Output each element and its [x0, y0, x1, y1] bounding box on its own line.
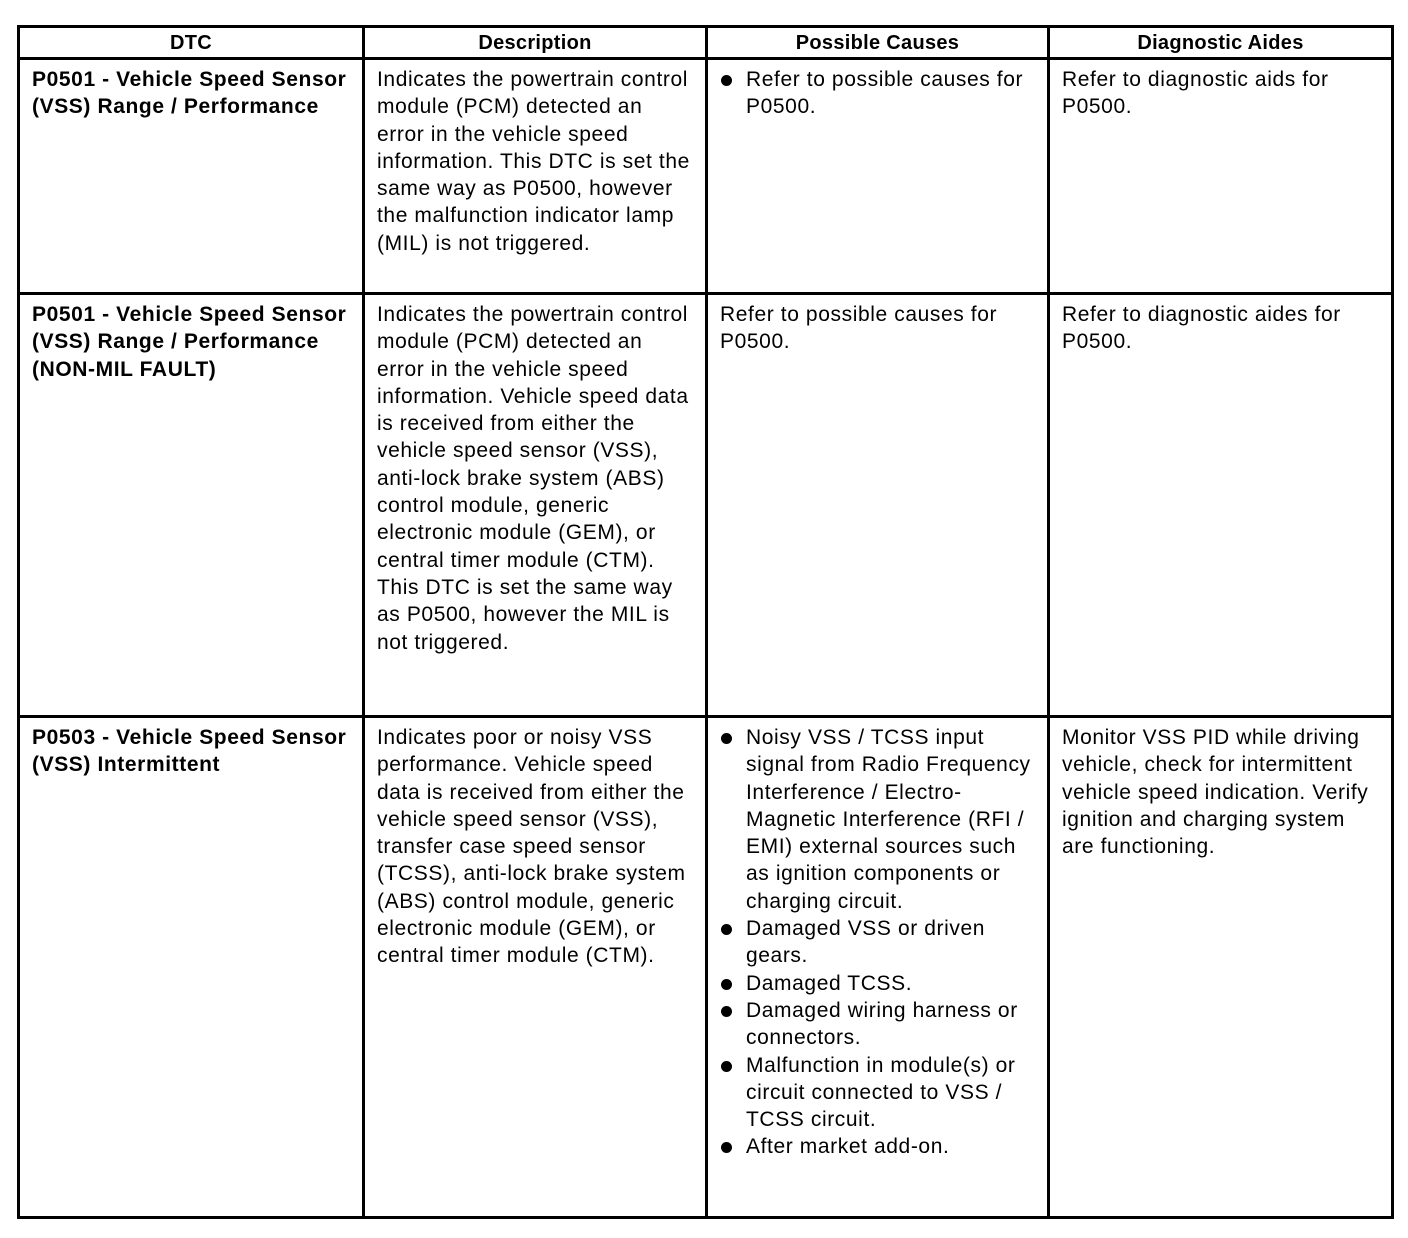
cause-text: Damaged VSS or driven gears.	[746, 917, 986, 968]
diagnostic-aides-cell: Refer to diagnostic aides for P0500.	[1049, 294, 1393, 717]
dtc-code-cell: P0501 - Vehicle Speed Sensor (VSS) Range / Performance	[19, 59, 364, 294]
bullet-icon	[721, 924, 732, 935]
diagnostic-aides-cell: Refer to diagnostic aids for P0500.	[1049, 59, 1393, 294]
causes-list	[720, 724, 1037, 1161]
header-row	[19, 27, 1393, 59]
cause-list-item	[720, 970, 1037, 997]
dtc-code-cell: P0503 - Vehicle Speed Sensor (VSS) Intermittent	[19, 717, 364, 1218]
description-cell: Indicates poor or noisy VSS performance. Vehicle speed data is received from either the vehicle speed sensor (VSS), transfer case speed sensor (TCSS), anti-lock brake system (ABS) control module, generic electronic module (GEM), or central timer module (CTM).	[364, 717, 707, 1218]
diagnostic-aides-cell: Monitor VSS PID while driving vehicle, check for intermittent vehicle speed indication. Verify ignition and charging system are functioning.	[1049, 717, 1393, 1218]
table-row	[19, 59, 1393, 294]
header-description: Description	[364, 27, 707, 59]
description-cell: Indicates the powertrain control module (PCM) detected an error in the vehicle speed information. This DTC is set the same way as P0500, however the malfunction indicator lamp (MIL) is not triggered.	[364, 59, 707, 294]
possible-causes-cell	[707, 717, 1049, 1218]
cause-list-item	[720, 1052, 1037, 1134]
bullet-icon	[721, 75, 732, 86]
bullet-icon	[721, 979, 732, 990]
cause-list-item	[720, 1133, 1037, 1160]
possible-causes-cell: Refer to possible causes for P0500.	[707, 294, 1049, 717]
cause-text: Malfunction in module(s) or circuit connected to VSS / TCSS circuit.	[746, 1053, 1016, 1132]
cause-text: Damaged TCSS.	[746, 971, 913, 995]
header-dtc: DTC	[19, 27, 364, 59]
dtc-table	[17, 25, 1394, 1219]
header-diagnostic-aides: Diagnostic Aides	[1049, 27, 1393, 59]
cause-text: After market add-on.	[746, 1135, 950, 1159]
possible-causes-cell	[707, 59, 1049, 294]
cause-text: Refer to possible causes for P0500.	[746, 68, 1024, 119]
cause-list-item	[720, 66, 1037, 121]
dtc-code-cell: P0501 - Vehicle Speed Sensor (VSS) Range / Performance (NON-MIL FAULT)	[19, 294, 364, 717]
bullet-icon	[721, 1142, 732, 1153]
cause-text: Noisy VSS / TCSS input signal from Radio Frequency Interference / Electro-Magnetic Interference (RFI / EMI) external sources such as ignition components or charging circuit.	[746, 726, 1031, 913]
table-row	[19, 294, 1393, 717]
header-possible-causes: Possible Causes	[707, 27, 1049, 59]
cause-text: Damaged wiring harness or connectors.	[746, 998, 1018, 1050]
bullet-icon	[721, 1006, 732, 1017]
causes-list	[720, 66, 1037, 121]
bullet-icon	[721, 1061, 732, 1072]
table-row	[19, 717, 1393, 1218]
cause-list-item	[720, 724, 1037, 915]
bullet-icon	[721, 733, 732, 744]
cause-list-item	[720, 915, 1037, 970]
cause-list-item	[720, 997, 1037, 1052]
description-cell: Indicates the powertrain control module (PCM) detected an error in the vehicle speed information. Vehicle speed data is received from either the vehicle speed sensor (VSS), anti-lock brake system (ABS) control module, generic electronic module (GEM), or central timer module (CTM). This DTC is set the same way as P0500, however the MIL is not triggered.	[364, 294, 707, 717]
